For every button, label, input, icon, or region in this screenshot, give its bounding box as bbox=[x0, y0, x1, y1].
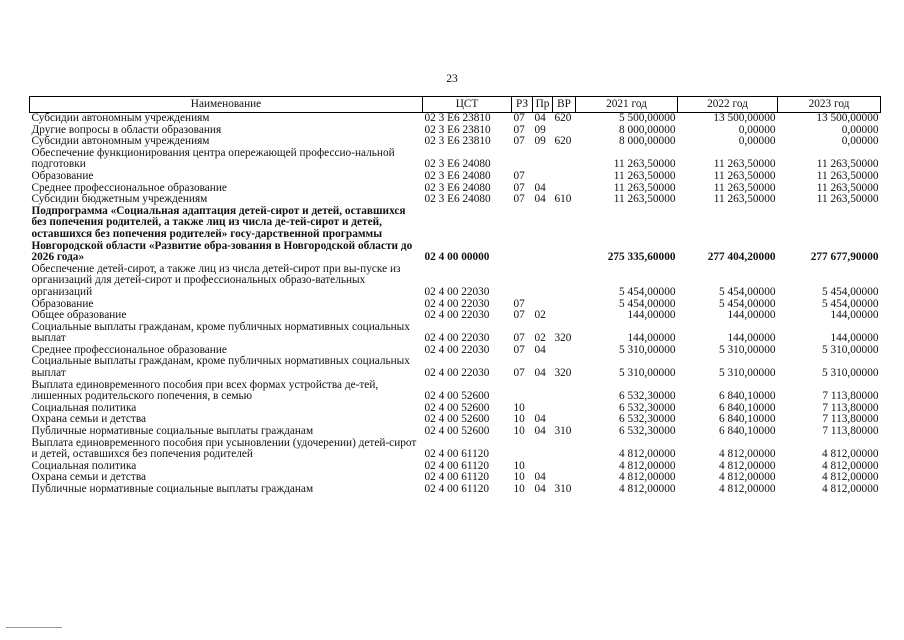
cell-vr bbox=[553, 345, 576, 357]
cell-pr: 04 bbox=[534, 112, 546, 124]
cell-rz: 10 bbox=[513, 413, 525, 426]
cell-2021: 11 263,50000 bbox=[613, 169, 676, 182]
cell-name: Субсидии автономным учреждениям bbox=[31, 112, 210, 124]
cell-2021: 4 812,00000 bbox=[619, 483, 676, 495]
cell-2021: 11 263,50000 bbox=[613, 193, 676, 206]
cell-2023: 144,00000 bbox=[830, 332, 879, 345]
table-row bbox=[30, 310, 881, 322]
cell-vr bbox=[553, 171, 576, 183]
cell-cst: 02 3 Е6 24080 bbox=[424, 158, 491, 171]
cell-vr bbox=[553, 264, 576, 299]
cell-2022: 277 404,20000 bbox=[707, 251, 776, 264]
cell-rz: 07 bbox=[513, 343, 525, 356]
cell-rz: 07 bbox=[513, 297, 525, 310]
cell-2021: 11 263,50000 bbox=[613, 158, 676, 171]
cell-2023: 5 454,00000 bbox=[822, 285, 879, 298]
header-pr: Пр bbox=[533, 97, 553, 113]
cell-vr: 620 bbox=[554, 112, 572, 124]
page-number: 23 bbox=[446, 73, 458, 85]
cell-2023: 11 263,50000 bbox=[816, 181, 879, 194]
table-row bbox=[30, 438, 881, 461]
cell-rz bbox=[512, 206, 533, 264]
cell-pr bbox=[533, 206, 553, 264]
cell-pr: 04 bbox=[534, 425, 546, 438]
cell-pr: 09 bbox=[534, 135, 546, 148]
cell-pr: 02 bbox=[534, 309, 546, 322]
table-row bbox=[30, 356, 881, 379]
cell-cst: 02 3 Е6 24080 bbox=[424, 193, 491, 206]
cell-cst: 02 3 Е6 24080 bbox=[424, 169, 491, 182]
cell-2023: 0,00000 bbox=[841, 123, 879, 136]
cell-pr: 04 bbox=[534, 413, 546, 426]
page-divider bbox=[6, 627, 62, 628]
cell-vr: 310 bbox=[554, 483, 572, 495]
cell-cst: 02 4 00 22030 bbox=[424, 367, 490, 380]
cell-2023: 11 263,50000 bbox=[816, 169, 879, 182]
cell-pr bbox=[533, 380, 553, 403]
cell-cst: 02 4 00 22030 bbox=[424, 285, 490, 298]
cell-vr: 320 bbox=[554, 332, 572, 345]
cell-name: Социальная политика bbox=[31, 401, 137, 414]
cell-rz: 10 bbox=[513, 401, 525, 414]
cell-2021: 5 310,00000 bbox=[619, 343, 676, 356]
cell-rz bbox=[512, 148, 533, 171]
cell-2023: 7 113,80000 bbox=[822, 413, 879, 426]
cell-2023: 4 812,00000 bbox=[822, 459, 879, 472]
cell-cst: 02 3 Е6 23810 bbox=[424, 135, 491, 148]
cell-2023: 11 263,50000 bbox=[816, 193, 879, 206]
cell-rz: 07 bbox=[513, 123, 525, 136]
cell-cst: 02 4 00 52600 bbox=[424, 413, 490, 426]
cell-name: Обеспечение функционирования центра опережающей профессио-нальной подготовки bbox=[31, 146, 395, 171]
cell-rz: 07 bbox=[513, 181, 525, 194]
cell-pr: 04 bbox=[534, 193, 546, 206]
cell-2021: 8 000,00000 bbox=[619, 135, 676, 148]
cell-vr bbox=[553, 461, 576, 473]
cell-2021: 6 532,30000 bbox=[619, 425, 676, 438]
cell-2022: 0,00000 bbox=[738, 135, 776, 148]
cell-cst: 02 4 00 22030 bbox=[424, 332, 490, 345]
cell-name: Обеспечение детей-сирот, а также лиц из числа детей-сирот при вы-пуске из организаций для детей-сирот и профессиональных образо-вательных организаций bbox=[31, 262, 401, 298]
cell-pr: 02 bbox=[534, 332, 546, 345]
header-cst: ЦСТ bbox=[423, 97, 512, 113]
header-rz: РЗ bbox=[512, 97, 533, 113]
header-2022: 2022 год bbox=[678, 97, 778, 113]
cell-2022: 5 310,00000 bbox=[719, 367, 776, 380]
cell-2022: 6 840,10000 bbox=[719, 425, 776, 438]
cell-pr: 04 bbox=[534, 483, 546, 495]
cell-2023: 144,00000 bbox=[830, 309, 879, 322]
cell-2022: 11 263,50000 bbox=[713, 169, 776, 182]
cell-name: Среднее профессиональное образование bbox=[31, 181, 227, 194]
header-2021: 2021 год bbox=[576, 97, 678, 113]
header-2023: 2023 год bbox=[778, 97, 881, 113]
cell-2023: 4 812,00000 bbox=[822, 448, 879, 461]
cell-2021: 5 454,00000 bbox=[619, 285, 676, 298]
table-row bbox=[30, 264, 881, 299]
cell-2021: 275 335,60000 bbox=[607, 251, 676, 264]
cell-cst: 02 4 00 22030 bbox=[424, 297, 490, 310]
cell-cst: 02 4 00 22030 bbox=[424, 309, 490, 322]
cell-name: Публичные нормативные социальные выплаты гражданам bbox=[31, 425, 314, 438]
cell-2021: 144,00000 bbox=[627, 332, 676, 345]
cell-rz: 07 bbox=[513, 135, 525, 148]
table-row bbox=[30, 380, 881, 403]
cell-2021: 6 532,30000 bbox=[619, 413, 676, 426]
cell-rz: 07 bbox=[513, 332, 525, 345]
cell-vr bbox=[553, 148, 576, 171]
cell-2021: 4 812,00000 bbox=[619, 471, 676, 484]
cell-name: Среднее профессиональное образование bbox=[31, 343, 227, 356]
cell-2022: 11 263,50000 bbox=[713, 158, 776, 171]
cell-name: Субсидии бюджетным учреждениям bbox=[31, 193, 208, 206]
cell-2022: 11 263,50000 bbox=[713, 181, 776, 194]
cell-name: Социальная политика bbox=[31, 459, 137, 472]
cell-2022: 5 454,00000 bbox=[719, 285, 776, 298]
cell-rz: 07 bbox=[513, 367, 525, 380]
cell-name: Образование bbox=[31, 169, 94, 182]
cell-2023: 7 113,80000 bbox=[822, 401, 879, 414]
cell-2021: 144,00000 bbox=[627, 309, 676, 322]
cell-2023: 4 812,00000 bbox=[822, 471, 879, 484]
cell-2022: 4 812,00000 bbox=[719, 483, 776, 495]
cell-name: Публичные нормативные социальные выплаты гражданам bbox=[31, 483, 314, 495]
cell-vr bbox=[553, 380, 576, 403]
cell-rz: 07 bbox=[513, 309, 525, 322]
cell-cst: 02 4 00 52600 bbox=[424, 401, 490, 414]
cell-2022: 11 263,50000 bbox=[713, 193, 776, 206]
cell-cst: 02 4 00 52600 bbox=[424, 425, 490, 438]
cell-pr: 04 bbox=[534, 367, 546, 380]
cell-cst: 02 4 00 61120 bbox=[424, 459, 490, 472]
cell-pr bbox=[533, 264, 553, 299]
table-row bbox=[30, 194, 881, 206]
cell-2023: 7 113,80000 bbox=[822, 390, 879, 403]
cell-pr: 09 bbox=[534, 123, 546, 136]
cell-name: Субсидии автономным учреждениям bbox=[31, 135, 210, 148]
cell-cst: 02 4 00 61120 bbox=[424, 471, 490, 484]
cell-vr: 320 bbox=[554, 367, 572, 380]
budget-table bbox=[29, 96, 881, 496]
cell-cst: 02 3 Е6 23810 bbox=[424, 123, 491, 136]
cell-rz bbox=[512, 380, 533, 403]
cell-vr: 620 bbox=[554, 135, 572, 148]
cell-name: Охрана семьи и детства bbox=[31, 471, 147, 484]
cell-2022: 0,00000 bbox=[738, 123, 776, 136]
cell-2023: 5 454,00000 bbox=[822, 297, 879, 310]
cell-2023: 7 113,80000 bbox=[822, 425, 879, 438]
cell-2023: 11 263,50000 bbox=[816, 158, 879, 171]
cell-name: Социальные выплаты гражданам, кроме публичных нормативных социальных выплат bbox=[31, 320, 410, 345]
header-name: Наименование bbox=[30, 97, 423, 113]
cell-rz: 07 bbox=[513, 193, 525, 206]
cell-2022: 6 840,10000 bbox=[719, 390, 776, 403]
cell-2021: 5 454,00000 bbox=[619, 297, 676, 310]
cell-2022: 5 454,00000 bbox=[719, 297, 776, 310]
table-row bbox=[30, 322, 881, 345]
table-row bbox=[30, 148, 881, 171]
table-header-row bbox=[30, 97, 881, 113]
cell-name: Социальные выплаты гражданам, кроме публичных нормативных социальных выплат bbox=[31, 355, 410, 380]
cell-2022: 144,00000 bbox=[727, 332, 776, 345]
cell-name: Общее образование bbox=[31, 309, 127, 322]
cell-2023: 13 500,00000 bbox=[816, 112, 879, 124]
cell-name: Подпрограмма «Социальная адаптация детей-сирот и детей, оставшихся без попечения родителей, а также лиц из числа де-тей-сирот и детей, оставшихся без попечения родителей» госу-дарственной программы Новгородской области «Развитие обра-зования в Новгородской области до 2026 года» bbox=[31, 204, 413, 264]
cell-2022: 4 812,00000 bbox=[719, 471, 776, 484]
cell-2022: 4 812,00000 bbox=[719, 448, 776, 461]
table-row bbox=[30, 484, 881, 496]
table-row bbox=[30, 206, 881, 264]
cell-2023: 0,00000 bbox=[841, 135, 879, 148]
cell-vr: 610 bbox=[554, 193, 572, 206]
cell-pr bbox=[533, 148, 553, 171]
cell-2021: 4 812,00000 bbox=[619, 448, 676, 461]
cell-rz: 07 bbox=[513, 169, 525, 182]
cell-name: Другие вопросы в области образования bbox=[31, 123, 222, 136]
cell-rz: 10 bbox=[513, 471, 525, 484]
cell-2023: 5 310,00000 bbox=[822, 343, 879, 356]
cell-pr: 04 bbox=[534, 343, 546, 356]
cell-2023: 4 812,00000 bbox=[822, 483, 879, 495]
cell-pr bbox=[533, 438, 553, 461]
cell-vr bbox=[553, 310, 576, 322]
cell-cst: 02 4 00 61120 bbox=[424, 448, 490, 461]
cell-2022: 5 310,00000 bbox=[719, 343, 776, 356]
table-row bbox=[30, 171, 881, 183]
cell-2021: 8 000,00000 bbox=[619, 123, 676, 136]
cell-cst: 02 3 Е6 24080 bbox=[424, 181, 491, 194]
cell-2021: 4 812,00000 bbox=[619, 459, 676, 472]
cell-2022: 6 840,10000 bbox=[719, 401, 776, 414]
cell-cst: 02 4 00 00000 bbox=[424, 251, 490, 264]
cell-vr bbox=[553, 206, 576, 264]
cell-rz bbox=[512, 438, 533, 461]
cell-pr: 04 bbox=[534, 181, 546, 194]
table-row bbox=[30, 113, 881, 125]
cell-pr: 04 bbox=[534, 471, 546, 484]
cell-vr bbox=[553, 438, 576, 461]
cell-2021: 11 263,50000 bbox=[613, 181, 676, 194]
cell-name: Выплата единовременного пособия при всех формах устройства де-тей, лишенных родительского попечения, в семью bbox=[31, 378, 379, 403]
cell-rz: 10 bbox=[513, 425, 525, 438]
cell-2022: 4 812,00000 bbox=[719, 459, 776, 472]
cell-name: Образование bbox=[31, 297, 94, 310]
cell-vr bbox=[553, 403, 576, 415]
cell-2022: 144,00000 bbox=[727, 309, 776, 322]
cell-pr bbox=[533, 171, 553, 183]
table-row bbox=[30, 426, 881, 438]
cell-2023: 277 677,90000 bbox=[810, 251, 879, 264]
cell-2022: 6 840,10000 bbox=[719, 413, 776, 426]
cell-rz: 07 bbox=[513, 112, 525, 124]
cell-cst: 02 4 00 52600 bbox=[424, 390, 490, 403]
cell-2021: 5 500,00000 bbox=[619, 112, 676, 124]
cell-name: Охрана семьи и детства bbox=[31, 413, 147, 426]
cell-2022: 13 500,00000 bbox=[713, 112, 776, 124]
cell-rz: 10 bbox=[513, 459, 525, 472]
cell-2021: 5 310,00000 bbox=[619, 367, 676, 380]
header-vr: ВР bbox=[553, 97, 576, 113]
cell-vr bbox=[553, 299, 576, 311]
cell-rz: 10 bbox=[513, 483, 525, 495]
table-body bbox=[30, 113, 881, 496]
cell-cst: 02 4 00 61120 bbox=[424, 483, 490, 495]
cell-name: Выплата единовременного пособия при усыновлении (удочерении) детей-сирот и детей, оставшихся без попечения родителей bbox=[31, 436, 417, 461]
cell-2021: 6 532,30000 bbox=[619, 401, 676, 414]
cell-cst: 02 4 00 22030 bbox=[424, 343, 490, 356]
cell-2023: 5 310,00000 bbox=[822, 367, 879, 380]
cell-cst: 02 3 Е6 23810 bbox=[424, 112, 491, 124]
cell-rz bbox=[512, 264, 533, 299]
cell-2021: 6 532,30000 bbox=[619, 390, 676, 403]
cell-vr: 310 bbox=[554, 425, 572, 438]
